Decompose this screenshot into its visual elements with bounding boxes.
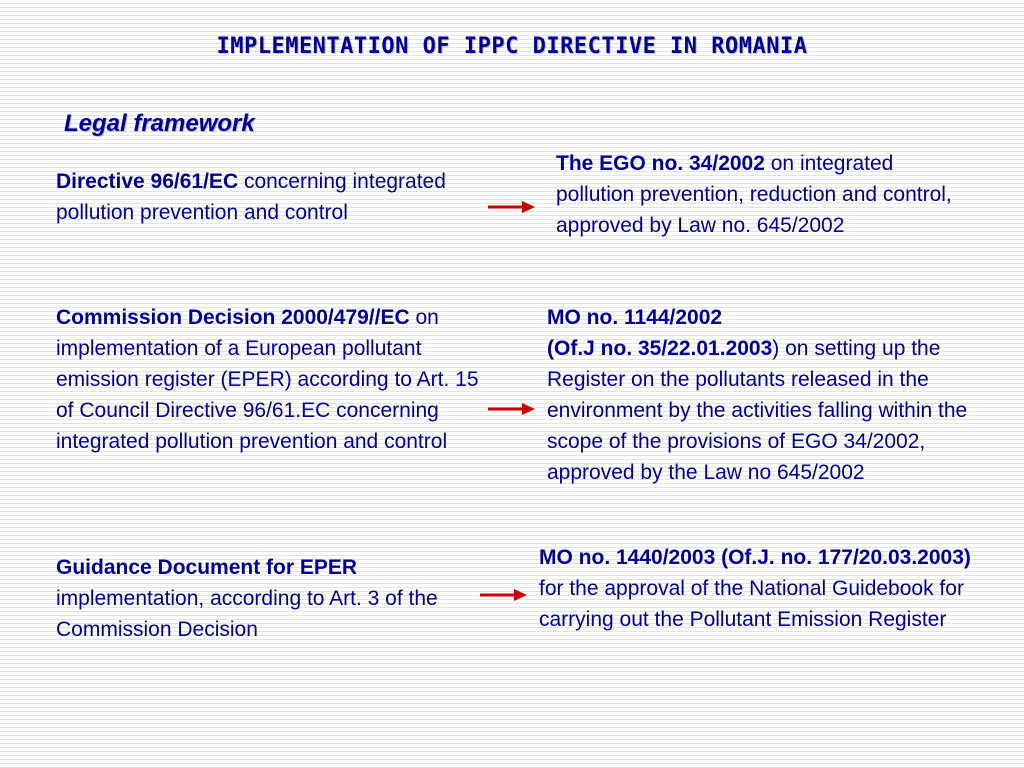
section-subtitle: Legal framework <box>64 110 255 137</box>
row1-left-text <box>56 166 466 228</box>
row2-right-body: ) on setting up the Register on the pollutants released in the environment by the activities falling within the scope of the provisions of EGO 34/2002, approved by the Law no 645/2002 <box>547 337 968 484</box>
row2-right-text <box>547 302 992 488</box>
row2-left-text <box>56 302 496 457</box>
row1-right-bold: The EGO no. 34/2002 <box>556 152 765 175</box>
row2-left-body: on implementation of a European pollutant emission register (EPER) according to Art. 15 of Council Directive 96/61.EC concerning integrated pollution prevention and control <box>56 306 479 453</box>
row3-left-text <box>56 552 456 645</box>
row3-right-text <box>539 542 994 635</box>
row1-left-bold: Directive 96/61/EC <box>56 170 239 193</box>
row1-arrow-icon <box>488 200 536 214</box>
row3-right-bold: MO no. 1440/2003 (Of.J. no. 177/20.03.2003) <box>539 546 971 569</box>
row3-right-body: for the approval of the National Guidebook for carrying out the Pollutant Emission Register <box>539 577 964 631</box>
row2-arrow-icon <box>488 402 536 416</box>
row1-right-text <box>556 148 976 241</box>
row2-right-bold-line1: MO no. 1144/2002 <box>547 306 723 329</box>
row3-arrow-icon <box>480 588 528 602</box>
row3-left-body: implementation, according to Art. 3 of the Commission Decision <box>56 587 438 641</box>
row3-left-bold: Guidance Document for EPER <box>56 556 358 579</box>
row1-right-body: on integrated pollution prevention, reduction and control, approved by Law no. 645/2002 <box>556 152 952 237</box>
row2-right-bold-line2: (Of.J no. 35/22.01.2003 <box>547 337 773 360</box>
row2-left-bold: Commission Decision 2000/479//EC <box>56 306 410 329</box>
slide-title: IMPLEMENTATION OF IPPC DIRECTIVE IN ROMANIA <box>216 34 808 59</box>
row1-left-body: concerning integrated pollution prevention and control <box>56 170 446 224</box>
